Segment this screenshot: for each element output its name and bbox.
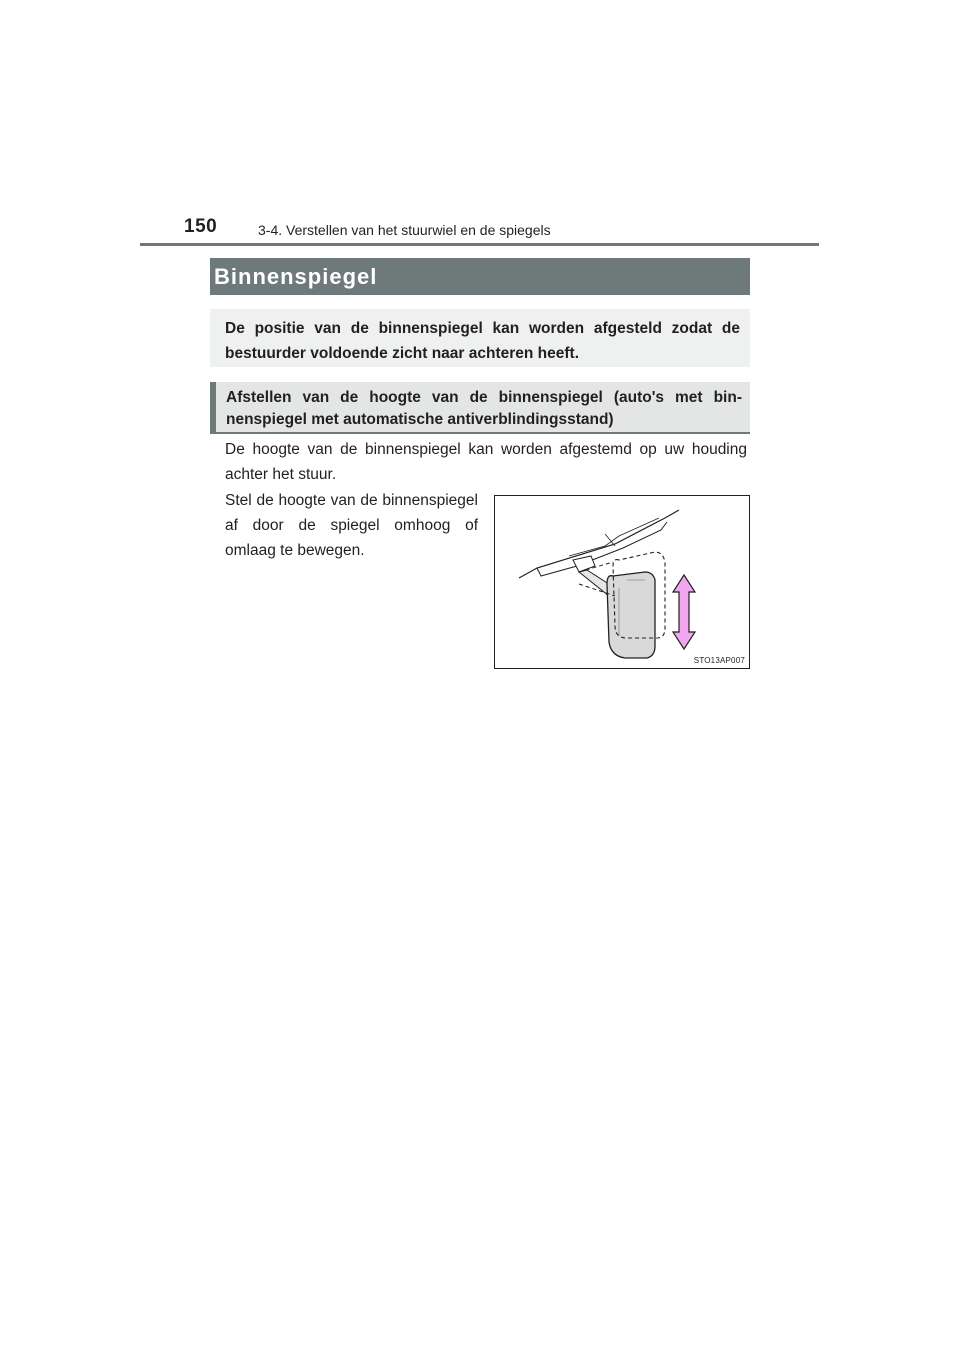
header-rule [140,243,819,246]
mirror-mount [573,556,595,572]
intro-box: De positie van de binnenspiegel kan worden afgesteld zodat de bestuurder voldoende zicht naar achteren heeft. [210,309,750,367]
section-title: Binnenspiegel [210,258,750,295]
body-paragraph: De hoogte van de binnenspiegel kan worden afgestemd op uw houding achter het stuur. [225,441,747,483]
running-header: 3-4. Verstellen van het stuurwiel en de spiegels [258,222,551,238]
subsection-heading: Afstellen van de hoogte van de binnenspiegel (auto's met binnenspiegel met automatische antiverblindingsstand) [210,382,750,434]
figure-code: STO13AP007 [693,656,745,665]
up-down-arrow-icon [673,575,695,649]
roof-inner-line [537,522,667,576]
mirror-drawing [495,496,749,668]
page-number: 150 [184,216,218,237]
instruction-paragraph: Stel de hoogte van de binnenspiegel af door de spiegel omhoog of omlaag te bewegen. [225,492,478,559]
mirror-illustration [494,495,750,669]
